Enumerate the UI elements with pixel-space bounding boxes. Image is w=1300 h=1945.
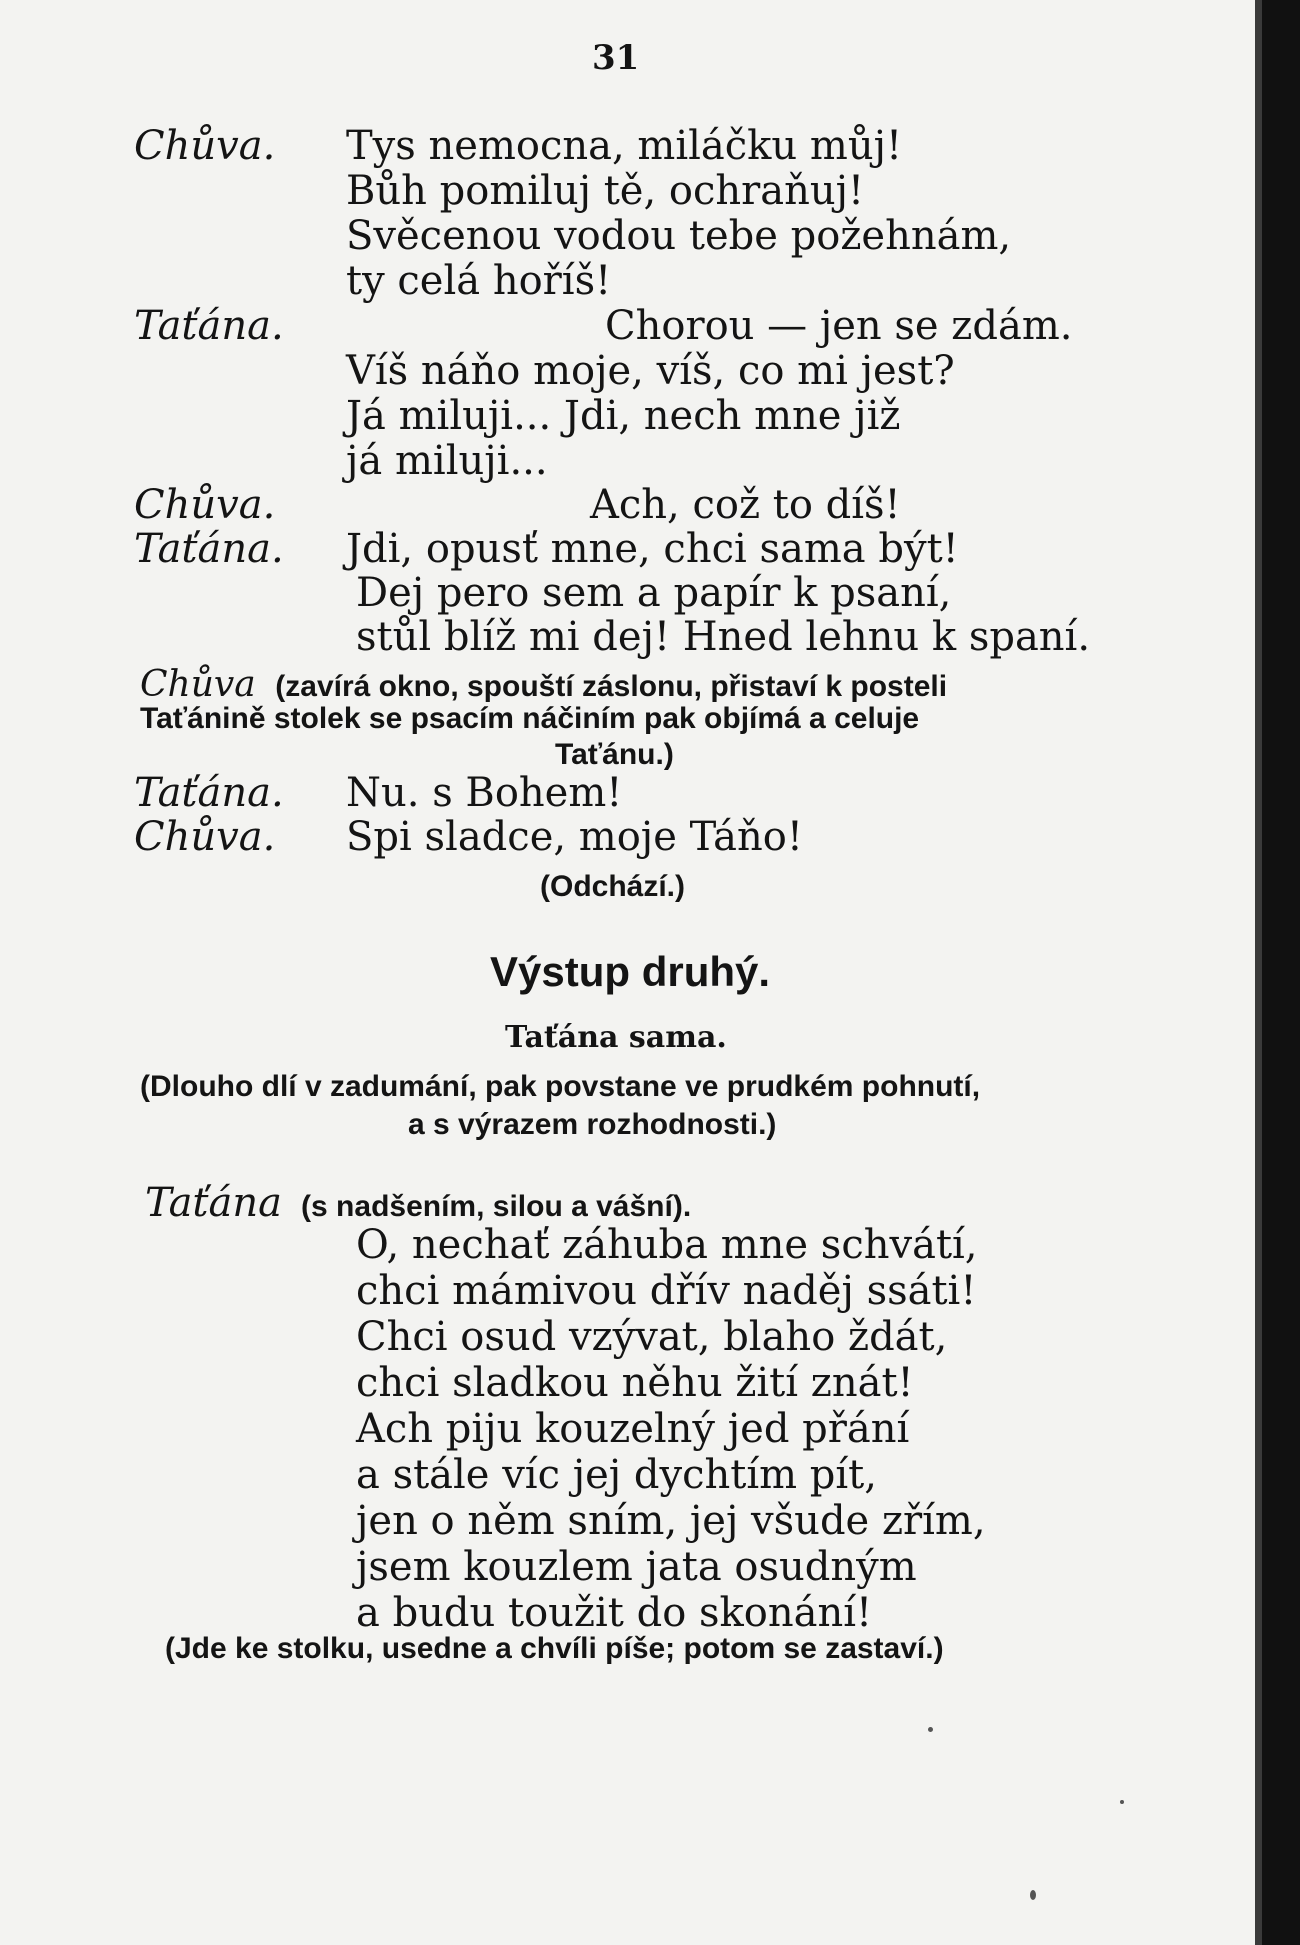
- speaker-label: Chůva.: [134, 814, 276, 860]
- page-number: 31: [592, 38, 640, 78]
- verse-line: chci mámivou dřív naděj ssáti!: [356, 1268, 977, 1314]
- exit-direction: (Odchází.): [540, 870, 686, 903]
- verse-line: Spi sladce, moje Táňo!: [346, 814, 803, 860]
- page-edge: [1262, 0, 1300, 1945]
- speaker-label: Chůva.: [134, 482, 276, 528]
- verse-line: Ach, což to díš!: [590, 482, 901, 528]
- speaker-label: Taťána.: [134, 526, 284, 572]
- verse-line: jen o něm sním, jej všude zřím,: [356, 1498, 986, 1544]
- verse-line: ty celá hoříš!: [346, 258, 612, 304]
- verse-line: a budu toužit do skonání!: [356, 1590, 873, 1636]
- stage-text: Taťánu.): [555, 738, 674, 771]
- speck: [928, 1727, 933, 1732]
- stage-speaker: Chůva: [140, 664, 256, 705]
- verse-line: Nu. s Bohem!: [346, 770, 623, 816]
- verse-block: [356, 1222, 986, 1636]
- stage-text: (zavírá okno, spouští záslonu, přistaví k posteli: [275, 670, 948, 703]
- verse-line: Dej pero sem a papír k psaní,: [356, 570, 952, 616]
- speaker-label: Chůva.: [134, 123, 276, 169]
- verse-line: O, nechať záhuba mne schvátí,: [356, 1222, 978, 1268]
- stage-text: a s výrazem rozhodnosti.): [408, 1108, 777, 1141]
- verse-line: Bůh pomiluj tě, ochraňuj!: [346, 168, 865, 214]
- verse-line: Chci osud vzývat, blaho ždát,: [356, 1314, 948, 1360]
- verse-line: chci sladkou něhu žití znát!: [356, 1360, 914, 1406]
- verse-line: Já miluji... Jdi, nech mne již: [346, 393, 901, 439]
- verse-line: jsem kouzlem jata osudným: [356, 1544, 917, 1590]
- speaker-direction: (s nadšením, silou a vášní).: [301, 1190, 692, 1223]
- verse-line: Jdi, opusť mne, chci sama být!: [346, 526, 959, 572]
- verse-line: a stále víc jej dychtím pít,: [356, 1452, 877, 1498]
- scene-heading: Výstup druhý.: [490, 948, 771, 995]
- verse-line: Tys nemocna, miláčku můj!: [346, 123, 903, 169]
- speck: [1120, 1800, 1124, 1804]
- speaker-label: Taťána: [145, 1180, 282, 1226]
- stage-direction: [140, 664, 947, 705]
- verse-line: já miluji...: [346, 438, 548, 484]
- speck: [1030, 1890, 1036, 1900]
- closing-direction: (Jde ke stolku, usedne a chvíli píše; potom se zastaví.): [165, 1632, 944, 1665]
- stage-text: Taťánině stolek se psacím náčiním pak objímá a celuje: [140, 702, 920, 735]
- scene-subheading: Taťána sama.: [505, 1020, 727, 1055]
- speaker-label: Taťána.: [134, 770, 284, 816]
- verse-line: Ach piju kouzelný jed přání: [356, 1406, 910, 1452]
- verse-line: Svěcenou vodou tebe požehnám,: [346, 213, 1012, 259]
- verse-line: Chorou — jen se zdám.: [605, 303, 1073, 349]
- stage-text: (Dlouho dlí v zadumání, pak povstane ve prudkém pohnutí,: [140, 1070, 981, 1103]
- speaker-label: Taťána.: [134, 303, 284, 349]
- speaker-line: [145, 1180, 691, 1226]
- verse-line: Víš náňo moje, víš, co mi jest?: [346, 348, 955, 394]
- verse-line: stůl blíž mi dej! Hned lehnu k spaní.: [356, 614, 1091, 660]
